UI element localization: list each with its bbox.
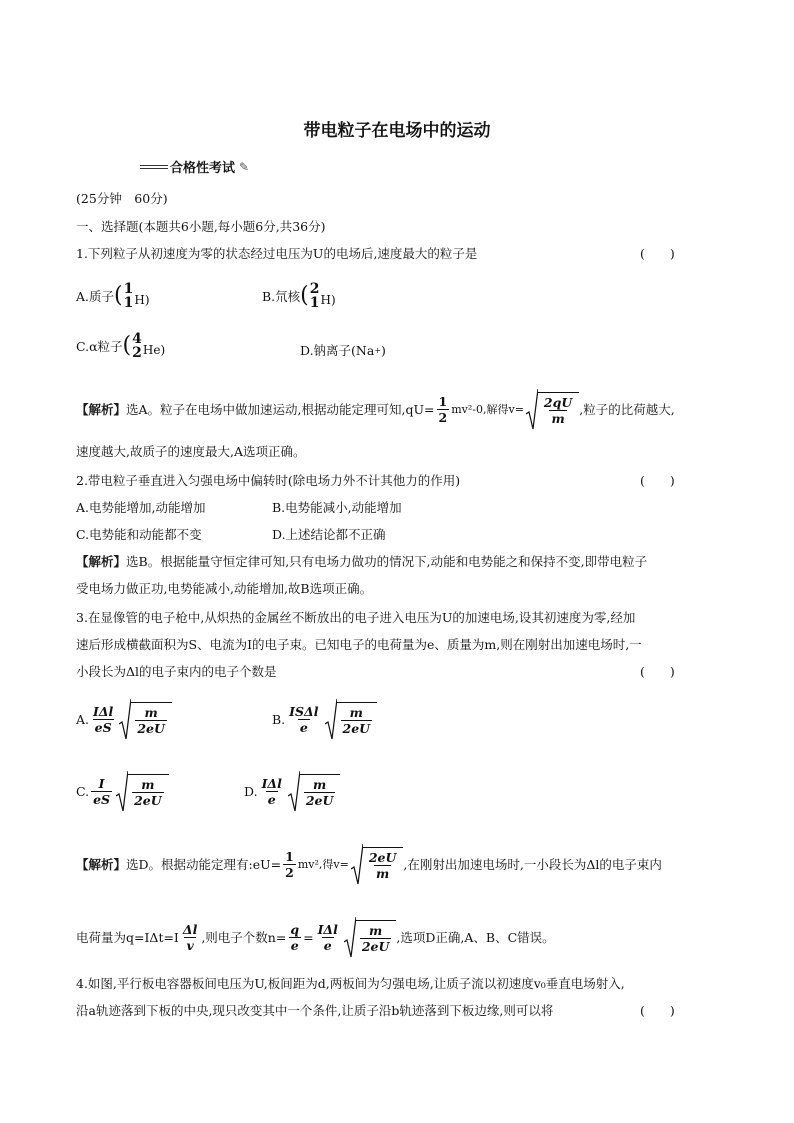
analysis-text: ,则电子个数n=	[201, 930, 287, 945]
q3-option-a[interactable]	[76, 698, 172, 740]
element-symbol: He)	[142, 343, 166, 357]
option-label: A.	[76, 711, 90, 727]
fraction-half	[437, 394, 450, 425]
analysis-key: 【解析】	[76, 857, 127, 872]
frac-den: 2eU	[342, 721, 371, 736]
frac-den: 2eU	[134, 793, 162, 808]
frac-den: m	[376, 866, 390, 881]
q4-answer-bracket: ( )	[640, 1003, 675, 1018]
atomic-number: 1	[123, 295, 134, 311]
sqrt-expression	[526, 388, 579, 430]
analysis-text: 选B。根据能量守恒定律可知,只有电场力做功的情况下,动能和电势能之和保持不变,即带电粒子	[126, 554, 648, 569]
option-fraction	[91, 776, 112, 807]
frac-num: 2qU	[543, 395, 573, 410]
frac-num: m	[369, 923, 383, 938]
q1-analysis	[76, 388, 675, 430]
section-label	[140, 157, 249, 176]
sqrt-expression	[344, 916, 397, 958]
analysis-key: 【解析】	[76, 554, 127, 569]
element-symbol: H)	[134, 293, 150, 307]
atomic-number: 2	[132, 345, 142, 361]
frac-num: m	[141, 777, 155, 792]
q3-stem-line2: 速后形成横截面积为S、电流为I的电子束。已知电子的电荷量为e、质量为m,则在刚射出加速电场时,一	[76, 637, 642, 652]
q1-answer-bracket: ( )	[640, 246, 675, 261]
analysis-key: 【解析】	[76, 402, 127, 417]
frac-num: m	[144, 705, 158, 720]
element-symbol: H)	[320, 293, 336, 307]
q3-stem-line1: 3.在显像管的电子枪中,从炽热的金属丝不断放出的电子进入电压为U的加速电场,设其初速度为零,经加	[76, 610, 636, 625]
option-label: D.	[244, 783, 258, 799]
frac-num: m	[313, 777, 327, 792]
option-fraction	[287, 704, 320, 735]
frac-den: 2eU	[361, 939, 390, 954]
q2-answer-bracket: ( )	[640, 473, 675, 488]
frac-den: 2eU	[305, 793, 334, 808]
analysis-text: ,在刚射出加速电场时,一小段长为Δl的电子束内	[403, 857, 662, 872]
fraction-idl-e	[316, 922, 340, 953]
q1-analysis-line2: 速度越大,故质子的速度最大,A选项正确。	[76, 444, 306, 459]
q2-option-d[interactable]: D.上述结论都不正确	[272, 527, 386, 542]
sqrt-expression	[351, 843, 404, 885]
analysis-text: 电荷量为q=IΔt=I	[76, 930, 179, 945]
analysis-text: ,选项D正确,A、B、C错误。	[396, 930, 555, 945]
q3-option-c[interactable]	[76, 770, 169, 812]
q3-option-b[interactable]	[272, 698, 377, 740]
time-info: (25分钟 60分)	[76, 191, 168, 206]
q1-option-d-tail: )	[381, 342, 386, 358]
option-label: C.	[76, 783, 90, 799]
q1-option-d[interactable]	[300, 341, 386, 359]
frac-den: 2	[438, 409, 448, 425]
q4-stem-line2: 沿a轨迹落到下板的中央,现只改变其中一个条件,让质子沿b轨迹落到下板边缘,则可以将	[76, 1003, 554, 1018]
fraction-q-e	[288, 922, 301, 953]
q1-stem: 1.下列粒子从初速度为零的状态经过电压为U的电场后,速度最大的粒子是	[76, 246, 478, 261]
analysis-text: mv²,得v=	[297, 858, 349, 871]
frac-den: 2eU	[137, 721, 165, 736]
q1-option-c-label: C.α粒子	[76, 339, 123, 354]
sqrt-expression	[288, 770, 341, 812]
analysis-text: 选A。粒子在电场中做加速运动,根据动能定理可知,qU=	[126, 402, 435, 417]
q1-option-b-label: B.氘核	[262, 289, 301, 304]
frac-num: I	[98, 775, 105, 791]
sqrt-expression	[116, 770, 169, 812]
q2-option-b[interactable]: B.电势能减小,动能增加	[272, 500, 402, 515]
mass-number: 4	[132, 331, 142, 347]
frac-num: 1	[438, 393, 448, 409]
sqrt-expression	[119, 698, 172, 740]
frac-num: q	[290, 921, 300, 937]
frac-den: eS	[93, 791, 111, 807]
frac-den: 2	[285, 864, 294, 880]
frac-num: 1	[285, 848, 294, 864]
pencil-icon: ✎	[239, 159, 250, 174]
frac-den: e	[290, 937, 299, 953]
atomic-number: 1	[309, 295, 320, 311]
q2-analysis-line1	[76, 554, 647, 570]
q1-option-a[interactable]	[76, 282, 150, 310]
sqrt-fraction	[542, 395, 574, 426]
analysis-text: ,粒子的比荷越大,	[579, 402, 675, 417]
q2-stem: 2.带电粒子垂直进入匀强电场中偏转时(除电场力外不计其他力的作用)	[76, 473, 461, 488]
frac-den: e	[299, 719, 308, 735]
frac-den: eS	[94, 719, 112, 735]
frac-num: 2eU	[368, 850, 397, 865]
q4-stem-line1: 4.如图,平行板电容器板间电压为U,板间距为d,两板间为匀强电场,让质子流以初速度v₀垂直电场射入,	[76, 976, 625, 991]
frac-den: e	[267, 791, 276, 807]
sqrt-expression	[325, 698, 378, 740]
q1-option-b[interactable]	[262, 282, 336, 310]
frac-num: IΔl	[317, 921, 338, 937]
mass-number: 2	[309, 281, 320, 297]
q3-analysis-line1	[76, 843, 662, 885]
option-label: B.	[272, 711, 286, 727]
section-text: 合格性考试	[170, 161, 236, 176]
equals-sign: =	[303, 929, 314, 945]
q2-analysis-line2: 受电场力做正功,电势能减小,动能增加,故B选项正确。	[76, 581, 373, 596]
option-fraction	[91, 704, 115, 735]
frac-num: m	[349, 705, 363, 720]
fraction-dl-v	[181, 922, 199, 953]
q3-option-d[interactable]	[244, 770, 340, 812]
q3-analysis-line2	[76, 916, 555, 958]
option-fraction	[260, 776, 284, 807]
fraction-half	[283, 849, 296, 880]
frac-num: IΔl	[93, 703, 114, 719]
frac-num: IΔl	[261, 775, 282, 791]
charge-superscript: +	[374, 345, 382, 355]
page-title: 带电粒子在电场中的运动	[303, 121, 491, 141]
mass-number: 1	[123, 281, 134, 297]
q2-option-c[interactable]: C.电势能和动能都不变	[76, 527, 202, 542]
q1-option-b-nuclide: ( 2 1 H)	[300, 281, 336, 311]
frac-den: m	[551, 411, 565, 426]
q1-option-a-label: A.质子	[76, 289, 115, 304]
q1-option-d-label: D.钠离子(Na	[300, 343, 375, 358]
q3-answer-bracket: ( )	[640, 664, 675, 679]
q1-option-c-nuclide: ( 4 2 He)	[122, 331, 166, 361]
frac-num: ISΔl	[289, 703, 319, 719]
q1-option-a-nuclide: ( 1 1 H)	[114, 281, 150, 311]
frac-den: e	[323, 937, 332, 953]
frac-num: Δl	[182, 921, 198, 937]
analysis-text: mv²-0,解得v=	[451, 403, 524, 416]
part-heading: 一、选择题(本题共6小题,每小题6分,共36分)	[76, 219, 326, 234]
frac-den: v	[186, 937, 194, 953]
q1-option-c[interactable]	[76, 332, 165, 360]
analysis-text: 选D。根据动能定理有:eU=	[126, 857, 282, 872]
section-dash	[140, 165, 168, 169]
q3-stem-line3: 小段长为Δl的电子束内的电子个数是	[76, 664, 277, 679]
q2-option-a[interactable]: A.电势能增加,动能增加	[76, 500, 206, 515]
